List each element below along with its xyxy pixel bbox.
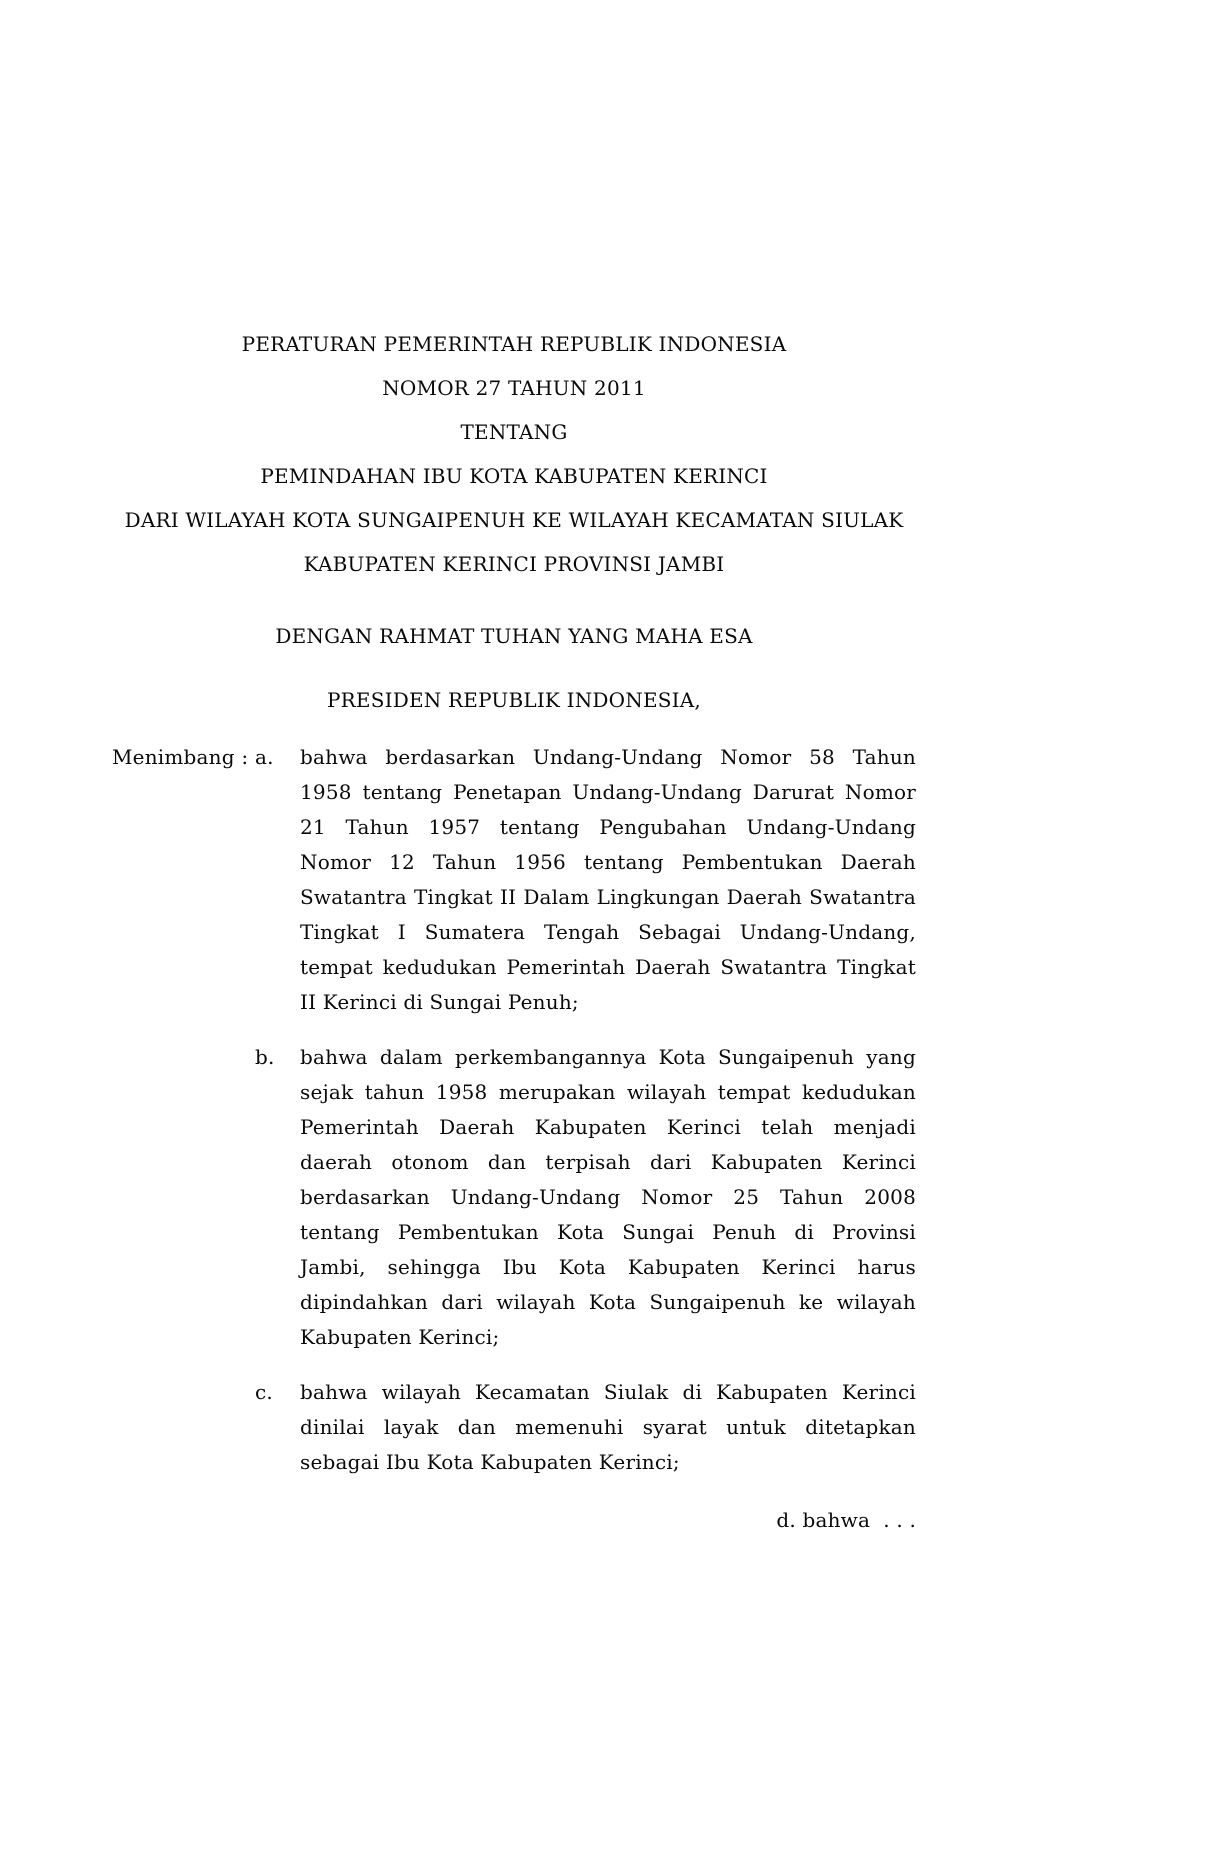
considering-label-spacer bbox=[112, 1040, 255, 1355]
title-line-5: DARI WILAYAH KOTA SUNGAIPENUH KE WILAYAH KECAMATAN SIULAK bbox=[124, 508, 904, 532]
considering-item-a bbox=[112, 740, 916, 1020]
title-line-2: NOMOR 27 TAHUN 2011 bbox=[382, 376, 646, 400]
considering-item-c bbox=[112, 1375, 916, 1480]
issuer-line: PRESIDEN REPUBLIK INDONESIA, bbox=[327, 688, 701, 712]
invocation-line: DENGAN RAHMAT TUHAN YANG MAHA ESA bbox=[275, 624, 753, 648]
considering-section bbox=[112, 740, 916, 1480]
catchword: d. bahwa . . . bbox=[776, 1508, 916, 1532]
considering-label-spacer bbox=[112, 1375, 255, 1480]
considering-label: Menimbang : bbox=[112, 745, 249, 769]
considering-item-letter: a. bbox=[255, 745, 274, 769]
considering-item-letter: c. bbox=[255, 1380, 273, 1404]
considering-item-b bbox=[112, 1040, 916, 1355]
title-line-3: TENTANG bbox=[460, 420, 568, 444]
considering-item-letter: b. bbox=[255, 1045, 275, 1069]
considering-item-text: bahwa berdasarkan Undang-Undang Nomor 58 Tahun 1958 tentang Penetapan Undang-Undang Darurat Nomor 21 Tahun 1957 tentang Pengubahan Undang-Undang Nomor 12 Tahun 1956 tentang Pembentukan Daerah Swatantra Tingkat II Dalam Lingkungan Daerah Swatantra Tingkat I Sumatera Tengah Sebagai Undang-Undang, tempat kedudukan Pemerintah Daerah Swatantra Tingkat II Kerinci di Sungai Penuh; bbox=[300, 745, 916, 1014]
document-title-block bbox=[112, 322, 916, 586]
considering-item-text: bahwa dalam perkembangannya Kota Sungaipenuh yang sejak tahun 1958 merupakan wilayah tempat kedudukan Pemerintah Daerah Kabupaten Kerinci telah menjadi daerah otonom dan terpisah dari Kabupaten Kerinci berdasarkan Undang-Undang Nomor 25 Tahun 2008 tentang Pembentukan Kota Sungai Penuh di Provinsi Jambi, sehingga Ibu Kota Kabupaten Kerinci harus dipindahkan dari wilayah Kota Sungaipenuh ke wilayah Kabupaten Kerinci; bbox=[300, 1045, 916, 1349]
considering-item-text: bahwa wilayah Kecamatan Siulak di Kabupaten Kerinci dinilai layak dan memenuhi syarat untuk ditetapkan sebagai Ibu Kota Kabupaten Kerinci; bbox=[300, 1380, 916, 1474]
title-line-4: PEMINDAHAN IBU KOTA KABUPATEN KERINCI bbox=[260, 464, 768, 488]
title-line-1: PERATURAN PEMERINTAH REPUBLIK INDONESIA bbox=[241, 332, 787, 356]
title-line-6: KABUPATEN KERINCI PROVINSI JAMBI bbox=[303, 552, 725, 576]
